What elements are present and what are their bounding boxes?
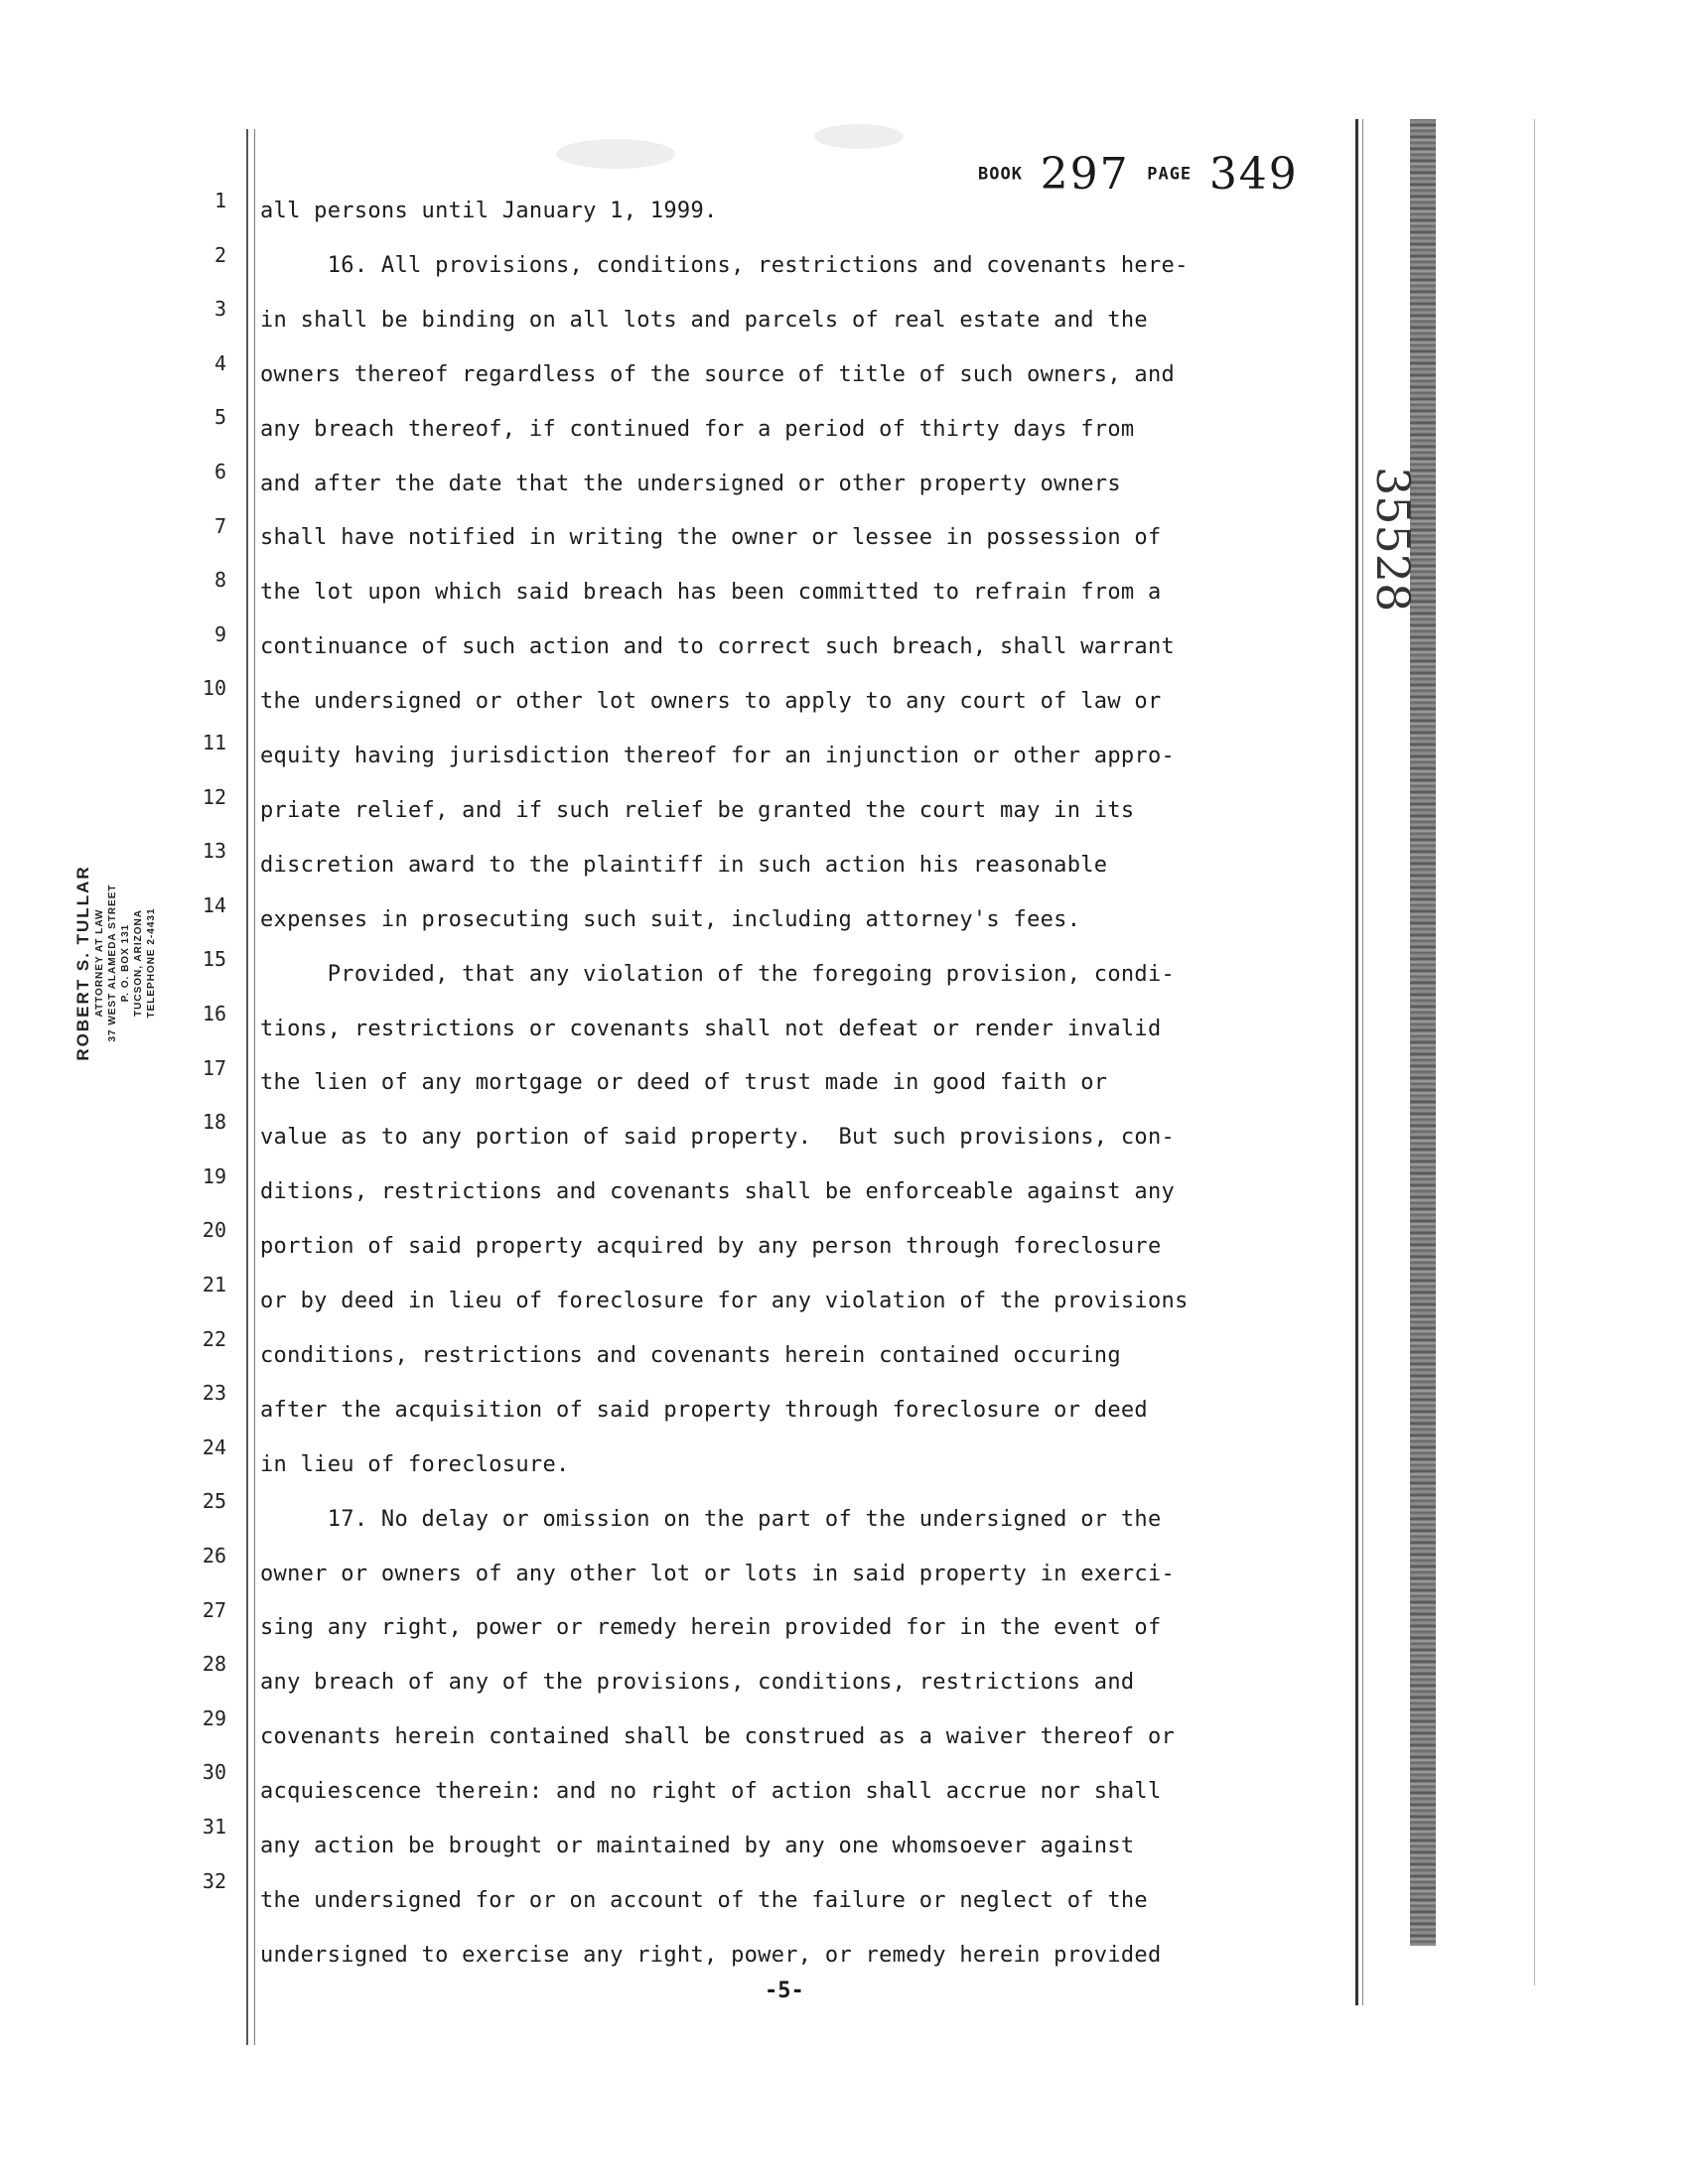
text-line: shall have notified in writing the owner or lessee in possession of (260, 525, 1162, 551)
attorney-city: TUCSON, ARIZONA (133, 909, 144, 1017)
scan-noise (814, 124, 904, 149)
line-number: 2 (213, 242, 226, 267)
text-line: owner or owners of any other lot or lots in said property in exerci- (260, 1561, 1176, 1586)
text-line: ditions, restrictions and covenants shall be enforceable against any (260, 1179, 1176, 1205)
text-line: the lot upon which said breach has been committed to refrain from a (260, 580, 1162, 606)
left-margin-rule-inner (254, 129, 255, 2045)
line-number: 1 (213, 189, 226, 212)
line-number: 25 (202, 1489, 226, 1514)
text-line: priate relief, and if such relief be granted the court may in its (260, 797, 1135, 823)
attorney-street: 37 WEST ALAMEDA STREET (107, 884, 118, 1042)
text-line: all persons until January 1, 1999. (260, 199, 718, 223)
line-number: 16 (202, 1002, 226, 1025)
text-line: after the acquisition of said property through foreclosure or deed (260, 1397, 1148, 1423)
line-number: 13 (202, 839, 226, 864)
line-number: 9 (213, 621, 226, 646)
scan-noise (556, 139, 675, 169)
recording-number: 35528 (1366, 467, 1420, 613)
text-line: Provided, that any violation of the foregoing provision, condi- (260, 961, 1176, 987)
line-number: 26 (202, 1544, 226, 1568)
attorney-title: ATTORNEY AT LAW (94, 908, 105, 1018)
book-page-stamp (978, 149, 1307, 200)
page-edge-line (1534, 119, 1535, 1985)
attorney-po-box: P. O. BOX 131 (120, 923, 131, 1003)
text-line: 16. All provisions, conditions, restrictions and covenants here- (260, 252, 1189, 278)
line-number: 27 (202, 1597, 226, 1622)
text-line: in lieu of foreclosure. (260, 1451, 570, 1477)
text-line: continuance of such action and to correct such breach, shall warrant (260, 634, 1176, 660)
text-line: any action be brought or maintained by any one whomsoever against (260, 1834, 1135, 1858)
text-line: expenses in prosecuting such suit, including attorney's fees. (260, 906, 1081, 932)
text-line: undersigned to exercise any right, power, or remedy herein provided (260, 1942, 1162, 1968)
attorney-name: ROBERT S. TULLAR (73, 865, 92, 1061)
text-line: sing any right, power or remedy herein provided for in the event of (260, 1615, 1162, 1641)
line-number: 32 (202, 1868, 226, 1893)
attorney-block (73, 834, 158, 1092)
line-number: 31 (202, 1815, 226, 1839)
line-number: 8 (213, 568, 226, 593)
text-line: or by deed in lieu of foreclosure for any violation of the provisions (260, 1289, 1189, 1313)
line-number: 30 (202, 1760, 226, 1785)
line-number: 22 (202, 1326, 226, 1351)
page-label: PAGE (1147, 164, 1193, 185)
line-number: 19 (202, 1163, 226, 1188)
line-number: 20 (202, 1218, 226, 1243)
recorded-page-number: 349 (1208, 149, 1299, 200)
line-number: 24 (202, 1434, 226, 1459)
line-number: 11 (202, 731, 226, 754)
right-margin-rule-inner (1362, 119, 1363, 2005)
line-number: 12 (202, 784, 226, 809)
line-number: 6 (213, 460, 226, 483)
text-line: discretion award to the plaintiff in such action his reasonable (260, 852, 1108, 878)
scanned-binding-edge (1410, 119, 1436, 1946)
line-number: 3 (213, 297, 226, 322)
line-number: 4 (213, 350, 226, 375)
line-number: 29 (202, 1706, 226, 1730)
text-line: covenants herein contained shall be construed as a waiver thereof or (260, 1724, 1176, 1750)
book-label: BOOK (978, 164, 1023, 185)
line-number: 7 (213, 513, 226, 538)
line-number: 23 (202, 1381, 226, 1406)
text-line: portion of said property acquired by any person through foreclosure (260, 1234, 1162, 1260)
attorney-telephone: TELEPHONE 2-4431 (146, 907, 157, 1019)
line-number: 14 (202, 892, 226, 917)
text-line: 17. No delay or omission on the part of the undersigned or the (260, 1506, 1162, 1532)
book-number: 297 (1040, 149, 1130, 200)
page-footer-number: -5- (765, 1979, 804, 2003)
line-number: 21 (202, 1273, 226, 1297)
line-number: 17 (202, 1055, 226, 1080)
left-margin-rule (246, 129, 248, 2045)
text-line: value as to any portion of said property. But such provisions, con- (260, 1125, 1176, 1151)
text-line: any breach thereof, if continued for a period of thirty days from (260, 416, 1135, 442)
text-line: the undersigned for or on account of the failure or neglect of the (260, 1887, 1148, 1913)
text-line: the lien of any mortgage or deed of trust made in good faith or (260, 1070, 1108, 1096)
text-line: and after the date that the undersigned or other property owners (260, 471, 1121, 496)
line-number: 18 (202, 1110, 226, 1135)
line-number: 15 (202, 947, 226, 972)
text-line: acquiescence therein: and no right of action shall accrue nor shall (260, 1779, 1162, 1805)
text-line: the undersigned or other lot owners to apply to any court of law or (260, 689, 1162, 715)
right-margin-rule (1355, 119, 1358, 2005)
text-line: in shall be binding on all lots and parcels of real estate and the (260, 307, 1148, 333)
line-number: 5 (213, 405, 226, 430)
text-line: any breach of any of the provisions, conditions, restrictions and (260, 1670, 1135, 1696)
line-number: 28 (202, 1652, 226, 1677)
text-line: equity having jurisdiction thereof for an injunction or other appro- (260, 744, 1176, 768)
line-number: 10 (202, 676, 226, 701)
text-line: tions, restrictions or covenants shall not defeat or render invalid (260, 1016, 1162, 1041)
text-line: owners thereof regardless of the source of title of such owners, and (260, 361, 1176, 387)
text-line: conditions, restrictions and covenants herein contained occuring (260, 1342, 1121, 1368)
